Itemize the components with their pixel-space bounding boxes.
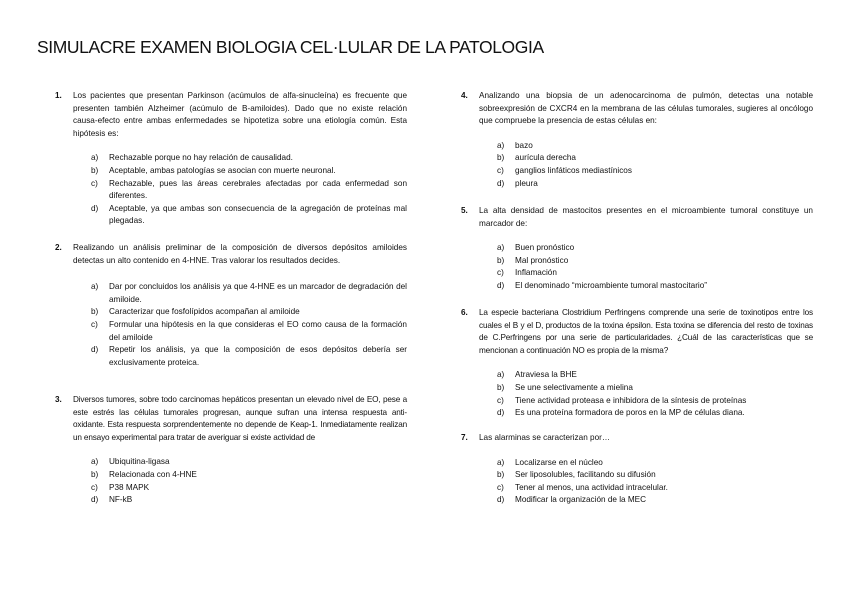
- question-5: [461, 205, 813, 293]
- page-title: SIMULACRE EXAMEN BIOLOGIA CEL·LULAR DE LA PATOLOGIA: [37, 37, 544, 57]
- question-text: Realizando un análisis preliminar de la composición de diversos depósitos amiloides detectas un alto contenido en 4-HNE. Tras valorar los resultados decides.: [73, 243, 407, 265]
- option-letter: c): [497, 268, 504, 278]
- option-d[interactable]: [497, 407, 813, 420]
- option-text: Mal pronóstico: [515, 255, 569, 265]
- option-b[interactable]: [497, 152, 813, 165]
- option-text: Dar por concluidos los análisis ya que 4-HNE es un marcador de degradación del amiloide.: [109, 282, 407, 304]
- question-number: 6.: [461, 308, 468, 317]
- option-text: Buen pronóstico: [515, 243, 575, 253]
- option-text: Tiene actividad proteasa e inhibidora de la síntesis de proteínas: [515, 395, 747, 405]
- option-letter: d): [91, 495, 99, 505]
- question-number: 7.: [461, 433, 468, 442]
- option-text: aurícula derecha: [515, 153, 576, 163]
- question-text: La alta densidad de mastocitos presentes en el microambiente tumoral constituye un marcador de:: [479, 206, 813, 228]
- option-text: Aceptable, ambas patologías se asocian con muerte neuronal.: [109, 165, 336, 175]
- option-letter: b): [497, 255, 505, 265]
- option-text: Es una proteína formadora de poros en la MP de células diana.: [515, 408, 745, 418]
- option-b[interactable]: [497, 382, 813, 395]
- question-number: 2.: [55, 243, 62, 252]
- option-b[interactable]: [497, 469, 813, 482]
- option-a[interactable]: [91, 152, 407, 165]
- option-c[interactable]: [497, 165, 813, 178]
- option-text: Localizarse en el núcleo: [515, 457, 603, 467]
- option-text: El denominado “microambiente tumoral mastocitario”: [515, 280, 708, 290]
- option-text: P38 MAPK: [109, 482, 150, 492]
- option-letter: d): [91, 203, 99, 213]
- option-a[interactable]: [91, 456, 407, 469]
- option-c[interactable]: [91, 319, 407, 344]
- question-number: 1.: [55, 91, 62, 100]
- option-c[interactable]: [91, 178, 407, 203]
- question-text: Los pacientes que presentan Parkinson (acúmulos de alfa-sinucleína) es frecuente que presenten también Alzheimer (acúmulo de B-amiloides). Dado que no existe relación causa-efecto entre ambas enfermedades se hipotetiza sobre una etiología común. Esta hipótesis es:: [73, 91, 407, 138]
- option-letter: a): [497, 140, 505, 150]
- option-letter: a): [497, 457, 505, 467]
- option-letter: d): [497, 178, 505, 188]
- option-letter: d): [91, 345, 99, 355]
- option-a[interactable]: [497, 140, 813, 153]
- option-a[interactable]: [497, 369, 813, 382]
- question-text: Diversos tumores, sobre todo carcinomas hepáticos presentan un elevado nivel de EO, pese a este estrés las células tumorales progresan, aunque sufran una intensa respuesta anti-oxidante. Esta respuesta sorprendentemente no depende de Keap-1. Inmediatamente realizan un ensayo experimental para tratar de averiguar si existe actividad de: [73, 395, 407, 442]
- options-list: [497, 242, 813, 292]
- option-text: Repetir los análisis, ya que la composición de esos depósitos debería ser exclusivamente proteica.: [109, 345, 407, 367]
- option-letter: b): [91, 469, 99, 479]
- option-text: ganglios linfáticos mediastínicos: [515, 165, 632, 175]
- option-text: Formular una hipótesis en la que consideras el EO como causa de la formación del amiloide: [109, 319, 407, 342]
- option-letter: c): [91, 482, 98, 492]
- question-number: 3.: [55, 395, 62, 404]
- option-d[interactable]: [91, 494, 407, 507]
- option-d[interactable]: [497, 280, 813, 293]
- option-letter: d): [497, 408, 505, 418]
- option-letter: a): [91, 282, 99, 292]
- question-3: [55, 394, 407, 507]
- option-text: Aceptable, ya que ambas son consecuencia de la agregación de proteínas mal plegadas.: [109, 203, 407, 226]
- option-letter: d): [497, 495, 505, 505]
- option-text: Caracterizar que fosfolípidos acompañan al amiloide: [109, 307, 300, 317]
- question-number: 4.: [461, 91, 468, 100]
- question-6: [461, 307, 813, 420]
- option-text: Tener al menos, una actividad intracelular.: [515, 482, 668, 492]
- question-number: 5.: [461, 206, 468, 215]
- option-letter: b): [91, 165, 99, 175]
- option-letter: a): [91, 153, 99, 163]
- option-letter: c): [497, 395, 504, 405]
- option-letter: d): [497, 280, 505, 290]
- option-letter: c): [91, 178, 98, 188]
- option-text: Rechazable, pues las áreas cerebrales afectadas por cada enfermedad son diferentes.: [109, 178, 407, 201]
- option-text: Ser liposolubles, facilitando su difusión: [515, 470, 656, 480]
- options-list: [91, 456, 407, 506]
- option-b[interactable]: [91, 306, 407, 319]
- option-text: pleura: [515, 178, 538, 188]
- option-a[interactable]: [497, 242, 813, 255]
- option-d[interactable]: [497, 494, 813, 507]
- option-b[interactable]: [91, 469, 407, 482]
- option-letter: b): [497, 470, 505, 480]
- question-text: Las alarminas se caracterizan por…: [479, 433, 611, 442]
- option-c[interactable]: [91, 482, 407, 495]
- options-list: [497, 369, 813, 419]
- option-d[interactable]: [91, 344, 407, 369]
- question-2: [55, 242, 407, 369]
- option-letter: b): [91, 307, 99, 317]
- option-text: Se une selectivamente a mielina: [515, 382, 633, 392]
- question-text: La especie bacteriana Clostridium Perfringens comprende una serie de toxinotipos entre los cuales el B y el D, productos de la toxina épsilon. Esta toxina se diferencia del resto de toxinas de C.Perfringens por una serie de particularidades. ¿Cuál de las características que se mencionan a continuación NO es propia de la misma?: [479, 308, 813, 355]
- option-letter: a): [91, 457, 99, 467]
- option-text: Rechazable porque no hay relación de causalidad.: [109, 153, 293, 163]
- option-text: bazo: [515, 140, 533, 150]
- question-7: [461, 432, 813, 507]
- option-letter: b): [497, 382, 505, 392]
- option-text: Inflamación: [515, 268, 557, 278]
- options-list: [497, 457, 813, 507]
- option-d[interactable]: [497, 178, 813, 191]
- option-letter: c): [497, 165, 504, 175]
- option-letter: a): [497, 370, 505, 380]
- option-text: Modificar la organización de la MEC: [515, 495, 647, 505]
- option-text: NF-kB: [109, 495, 133, 505]
- option-letter: c): [497, 482, 504, 492]
- option-letter: b): [497, 153, 505, 163]
- question-text: Analizando una biopsia de un adenocarcinoma de pulmón, detectas una notable sobreexpresión de CXCR4 en la membrana de las células tumorales, sugieres al oncólogo que compruebe la presencia de estas células en:: [479, 91, 813, 126]
- option-text: Atraviesa la BHE: [515, 370, 577, 380]
- question-4: [461, 90, 813, 190]
- option-text: Ubiquitina-ligasa: [109, 457, 170, 467]
- options-list: [91, 152, 407, 228]
- options-list: [497, 140, 813, 190]
- option-a[interactable]: [497, 457, 813, 470]
- option-text: Relacionada con 4-HNE: [109, 469, 197, 479]
- option-letter: a): [497, 243, 505, 253]
- options-list: [91, 281, 407, 369]
- option-b[interactable]: [91, 165, 407, 178]
- option-d[interactable]: [91, 203, 407, 228]
- option-letter: c): [91, 319, 98, 329]
- option-c[interactable]: [497, 482, 813, 495]
- option-a[interactable]: [91, 281, 407, 306]
- question-1: [55, 90, 407, 228]
- option-b[interactable]: [497, 255, 813, 268]
- option-c[interactable]: [497, 395, 813, 408]
- option-c[interactable]: [497, 267, 813, 280]
